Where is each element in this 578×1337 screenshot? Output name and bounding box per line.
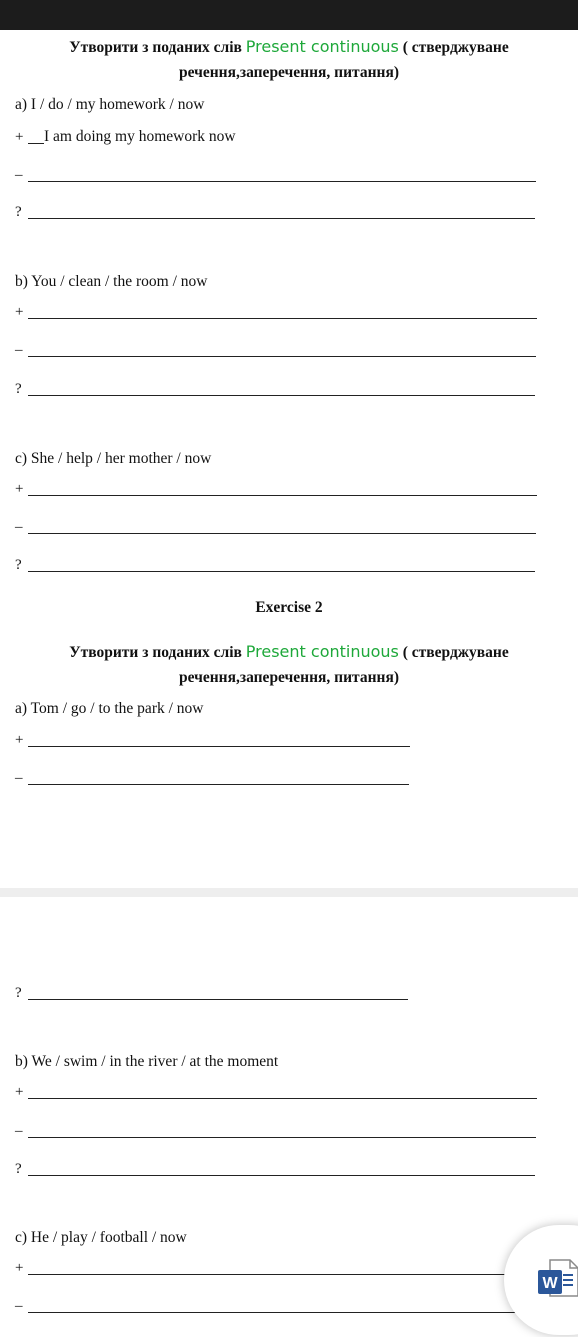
ex1-a-question-row[interactable] (15, 203, 535, 223)
answer-line (28, 1274, 537, 1275)
minus-sign: – (15, 167, 23, 183)
answer-line (28, 181, 536, 182)
word-icon[interactable] (538, 1258, 578, 1298)
question-sign: ? (15, 1161, 22, 1177)
exercise1-title (0, 34, 578, 61)
answer-line (28, 218, 535, 219)
ex1-b-question-row[interactable] (15, 380, 535, 400)
minus-sign: – (15, 1298, 23, 1314)
answer-line (28, 1098, 537, 1099)
question-sign: ? (15, 985, 22, 1001)
plus-sign: + (15, 304, 24, 320)
answer-line (28, 395, 535, 396)
ex1-a-minus-row[interactable] (15, 166, 536, 186)
question-sign: ? (15, 204, 22, 220)
exercise2-title-line2: речення,заперечення, питання) (179, 669, 399, 686)
plus-sign: + (15, 481, 24, 497)
ex2-c-prompt: c) He / play / football / now (15, 1229, 187, 1246)
answer-line (28, 784, 409, 785)
ex2-a-question-row[interactable] (15, 984, 408, 1004)
answer-line (28, 1137, 536, 1138)
title-highlight: Present continuous (245, 37, 399, 56)
title-highlight: Present continuous (245, 642, 399, 661)
answer-line (28, 495, 537, 496)
ex1-c-prompt: c) She / help / her mother / now (15, 450, 212, 467)
minus-sign: – (15, 342, 23, 358)
ex1-c-minus-row[interactable] (15, 518, 536, 538)
ex1-b-plus-row[interactable] (15, 303, 537, 323)
ex2-a-minus-row[interactable] (15, 769, 409, 789)
answer-line (28, 318, 537, 319)
answer-line (28, 746, 410, 747)
ex1-c-question-row[interactable] (15, 556, 535, 576)
ex2-c-minus-row[interactable] (15, 1297, 536, 1317)
answer-line (28, 1312, 536, 1313)
ex1-b-minus-row[interactable] (15, 341, 536, 361)
exercise2-heading: Exercise 2 (255, 599, 323, 616)
answer-line (28, 1175, 535, 1176)
plus-sign: + (15, 1260, 24, 1276)
plus-sign: + (15, 732, 24, 748)
title-suffix: ( стверджуване (402, 644, 509, 661)
word-icon-letter: W (542, 1275, 558, 1292)
title-suffix: ( стверджуване (402, 39, 509, 56)
title-prefix: Утворити з поданих слів (69, 644, 242, 661)
ex2-b-question-row[interactable] (15, 1160, 535, 1180)
title-prefix: Утворити з поданих слів (69, 39, 242, 56)
ex2-b-minus-row[interactable] (15, 1122, 536, 1142)
plus-sign: + (15, 1084, 24, 1100)
answer-line (28, 999, 408, 1000)
minus-sign: – (15, 519, 23, 535)
ex2-b-prompt: b) We / swim / in the river / at the moment (15, 1053, 279, 1070)
exercise2-title (0, 639, 578, 666)
ex1-b-prompt: b) You / clean / the room / now (15, 273, 208, 290)
top-bar (0, 0, 578, 30)
answer-line (28, 143, 44, 144)
ex2-a-plus-row[interactable] (15, 731, 410, 751)
answer-line (28, 571, 535, 572)
question-sign: ? (15, 381, 22, 397)
minus-sign: – (15, 1123, 23, 1139)
ex1-c-plus-row[interactable] (15, 480, 537, 500)
ex2-a-prompt: a) Tom / go / to the park / now (15, 700, 204, 717)
answer-line (28, 356, 536, 357)
ex1-a-plus-answer: I am doing my homework now (44, 128, 236, 145)
ex1-a-prompt: a) I / do / my homework / now (15, 96, 205, 113)
answer-line (28, 533, 536, 534)
ex2-b-plus-row[interactable] (15, 1083, 537, 1103)
question-sign: ? (15, 557, 22, 573)
exercise1-title-line2: речення,заперечення, питання) (179, 64, 399, 81)
ex1-a-plus-row[interactable] (15, 128, 255, 148)
plus-sign: + (15, 129, 24, 145)
page-break (0, 888, 578, 897)
minus-sign: – (15, 770, 23, 786)
ex2-c-plus-row[interactable] (15, 1259, 537, 1279)
